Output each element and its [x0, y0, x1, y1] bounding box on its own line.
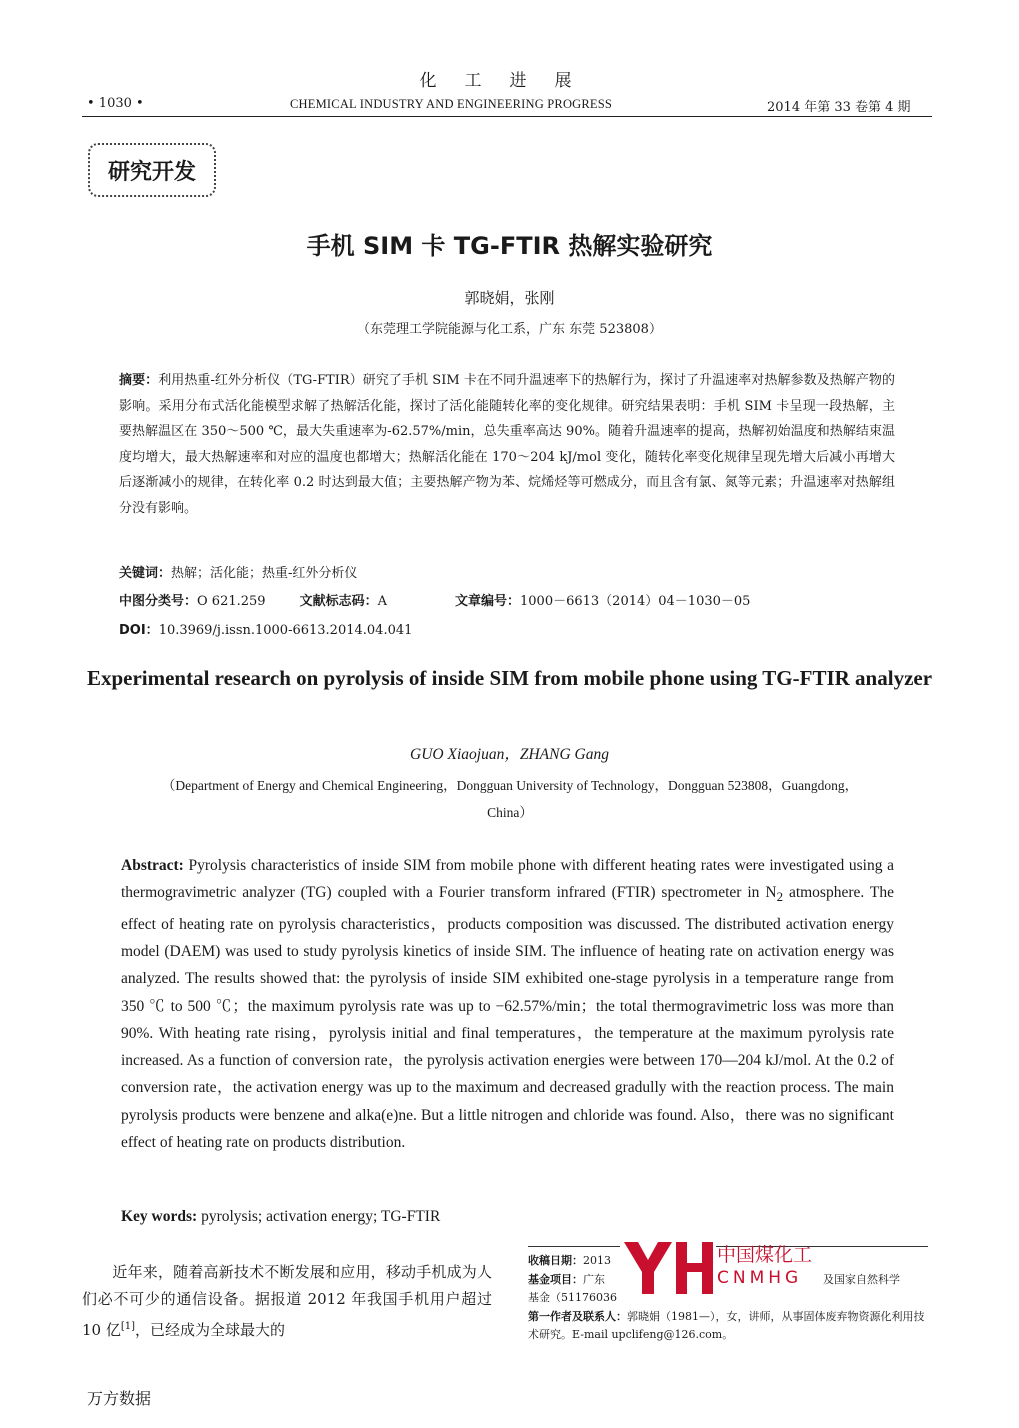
article-title-cn: 手机 SIM 卡 TG-FTIR 热解实验研究: [306, 232, 713, 260]
classification-line: [119, 590, 919, 609]
article-title-en: Experimental research on pyrolysis of inside SIM from mobile phone using TG-FTIR analyzer: [86, 666, 933, 690]
section-tag: 研究开发: [88, 143, 216, 197]
authors-en: GUO Xiaojuan，ZHANG Gang: [410, 746, 609, 763]
journal-title-en: CHEMICAL INDUSTRY AND ENGINEERING PROGRESS: [290, 97, 613, 111]
footnote-author: [528, 1308, 928, 1345]
abstract-en-text-1: Pyrolysis characteristics of inside SIM from mobile phone with different heating rates were investigated using a thermogravimetric analyzer (TG) coupled with a Fourier transform infrared (FTIR) spectrometer in N: [121, 857, 894, 902]
fund-value: 广东: [583, 1272, 605, 1286]
source-watermark: 万方数据: [87, 1389, 152, 1408]
abstract-en: [121, 852, 894, 1156]
body-text-1: 近年来，随着高新技术不断发展和应用，移动手机成为人们必不可少的通信设备。据报道 2012 年我国手机用户超过 10 亿: [82, 1263, 492, 1339]
abstract-cn-label: 摘要：: [119, 373, 159, 388]
abstract-en-label: Abstract:: [121, 857, 184, 874]
authors-cn: 郭晓娟，张刚: [464, 289, 555, 307]
doi-line: [119, 619, 412, 638]
keywords-en-label: Key words:: [121, 1208, 198, 1225]
journal-title-cn: 化工进展: [419, 71, 600, 91]
article-no-value: 1000－6613（2014）04－1030－05: [520, 594, 751, 609]
body-paragraph: [82, 1259, 492, 1344]
page-number: • 1030 •: [87, 96, 144, 111]
fund-label: 基金项目：: [528, 1272, 583, 1286]
doi-value[interactable]: 10.3969/j.issn.1000-6613.2014.04.041: [158, 623, 413, 638]
doi-label: DOI：: [119, 623, 159, 638]
keywords-cn: [119, 562, 357, 581]
article-no-label: 文章编号：: [454, 594, 520, 609]
doc-code-label: 文献标志码：: [299, 594, 378, 609]
keywords-cn-text: 热解；活化能；热重-红外分析仪: [171, 566, 358, 581]
abstract-en-text-2: atmosphere. The effect of heating rate on pyrolysis characteristics，products composition was discussed. The distributed activation energy model (DAEM) was used to study pyrolysis kinetics of inside SIM. The influence of heating rate on activation energy was analyzed. The results showed that: the pyrolysis of inside SIM exhibited one-stage pyrolysis in a temperature range from 350 ℃ to 500 ℃；the maximum pyrolysis rate was up to −62.57%/min；the total thermogravimetric loss was more than 90%. With heating rate rising，pyrolysis initial and final temperatures，the temperature at the maximum pyrolysis rate increased. As a function of conversion rate，the pyrolysis activation energies were between 170—204 kJ/mol. At the 0.2 of conversion rate，the activation energy was up to the maximum and decreased gradully with the reaction process. The main pyrolysis products were benzene and alka(e)ne. But a little nitrogen and chloride was found. Also，there was no significant effect of heating rate on products distribution.: [121, 884, 895, 1152]
fund-tail: 及国家自然科学: [823, 1272, 900, 1286]
affiliation-cn: （东莞理工学院能源与化工系，广东 东莞 523808）: [357, 322, 662, 337]
logo-text-cn: 中国煤化工: [717, 1244, 813, 1266]
received-value: 2013: [583, 1254, 611, 1267]
footnote-fund-line2: 基金（51176036: [528, 1291, 617, 1304]
logo-text-en: CNMHG: [717, 1268, 803, 1288]
received-label: 收稿日期：: [528, 1254, 583, 1267]
clc-value: O 621.259: [197, 594, 266, 609]
cnmhg-logo-icon: [620, 1238, 716, 1296]
abstract-en-subscript: 2: [776, 889, 784, 905]
affiliation-en: （Department of Energy and Chemical Engineering，Dongguan University of Technology，Dongguan 523808，Guangdong，China）: [161, 778, 859, 820]
author-label: 第一作者及联系人：: [528, 1309, 627, 1323]
keywords-en-text: pyrolysis; activation energy; TG-FTIR: [201, 1208, 441, 1225]
header-rule: [82, 116, 932, 117]
author-value: 郭晓娟（1981—），女，讲师，从事固体废弃物资源化利用技术研究。E-mail upclifeng@126.com。: [528, 1309, 925, 1341]
abstract-cn: [119, 368, 895, 521]
clc-label: 中图分类号：: [119, 594, 198, 609]
citation-ref[interactable]: [1]: [120, 1321, 136, 1332]
keywords-en: [121, 1208, 440, 1226]
issue-info: 2014 年第 33 卷第 4 期: [767, 100, 911, 115]
doc-code-value: A: [377, 594, 387, 609]
abstract-cn-text: 利用热重-红外分析仪（TG-FTIR）研究了手机 SIM 卡在不同升温速率下的热解行为，探讨了升温速率对热解参数及热解产物的影响。采用分布式活化能模型求解了热解活化能，探讨了活化能随转化率的变化规律。研究结果表明：手机 SIM 卡呈现一段热解，主要热解温区在 350～500 ℃，最大失重速率为-62.57%/min，总失重率高达 90%。随着升温速率的提高，热解初始温度和热解结束温度均增大，最大热解速率和对应的温度也都增大；热解活化能在 170～204 kJ/mol 变化，随转化率变化规律呈现先增大后减小再增大后逐渐减小的规律，在转化率 0.2 时达到最大值；主要热解产物为苯、烷烯烃等可燃成分，而且含有氯、氮等元素；升温速率对热解组分没有影响。: [119, 373, 895, 516]
body-text-2: ，已经成为全球最大的: [135, 1321, 286, 1339]
keywords-cn-label: 关键词：: [119, 566, 172, 581]
